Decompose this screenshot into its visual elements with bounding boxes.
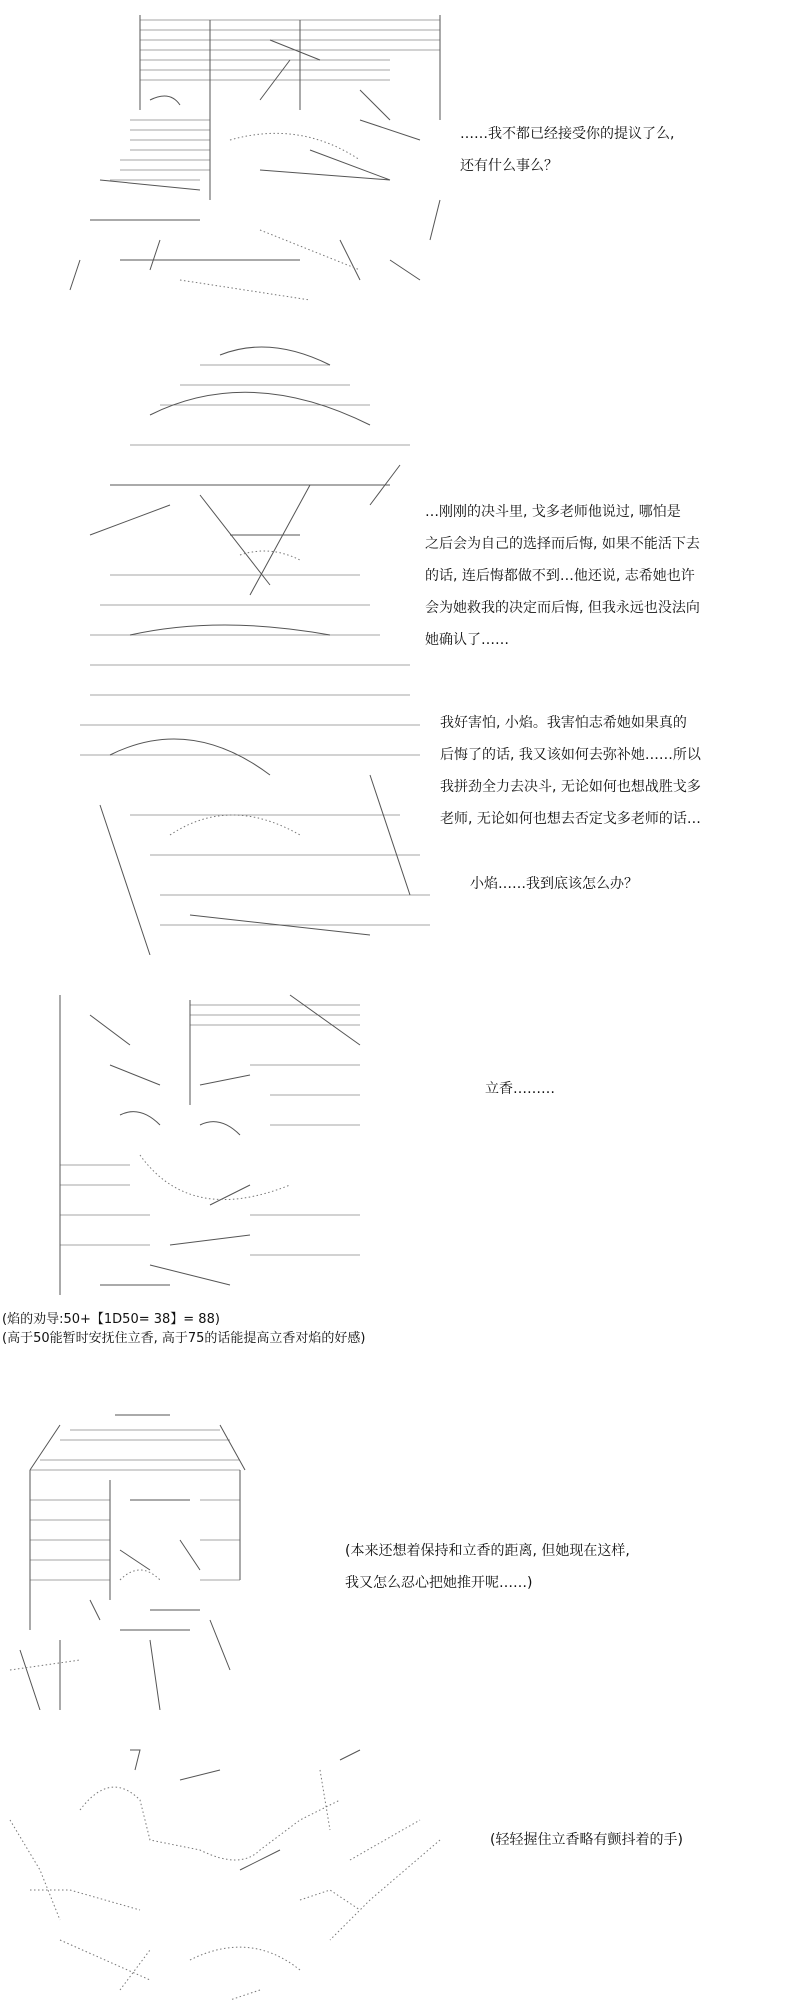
ascii-art-hands xyxy=(0,1740,470,2000)
dialog-panel-2-block-3 xyxy=(470,868,638,900)
dialog-line: 我拼劲全力去决斗, 无论如何也想战胜戈多 xyxy=(440,779,701,795)
panel-3 xyxy=(0,980,800,1380)
ascii-art-figure-3 xyxy=(50,985,370,1305)
panel-5 xyxy=(0,1740,800,2000)
dialog-line: …刚刚的决斗里, 戈多老师他说过, 哪怕是 xyxy=(425,504,681,520)
dialog-line: 之后会为自己的选择而后悔, 如果不能活下去 xyxy=(425,536,700,552)
dialog-line: 的话, 连后悔都做不到…他还说, 志希她也许 xyxy=(425,568,695,584)
ascii-art-figure-2 xyxy=(70,335,430,955)
dialog-line: 还有什么事么？ xyxy=(460,158,558,174)
dialog-line: 后悔了的话, 我又该如何去弥补她……所以 xyxy=(440,747,701,763)
dialog-panel-2-block-1 xyxy=(425,496,700,656)
dialog-line: (本来还想着保持和立香的距离, 但她现在这样, xyxy=(345,1543,630,1559)
dialog-panel-1 xyxy=(460,118,674,182)
dialog-panel-4 xyxy=(345,1535,630,1599)
dice-roll-note: (焰的劝导:50+【1D50= 38】= 88) xyxy=(2,1312,220,1327)
dialog-line: 立香……… xyxy=(485,1081,555,1097)
panel-2 xyxy=(0,330,800,960)
dialog-line: ……我不都已经接受你的提议了么, xyxy=(460,126,675,142)
panel-1 xyxy=(0,0,800,310)
dialog-line: (轻轻握住立香略有颤抖着的手) xyxy=(490,1832,683,1848)
dialog-panel-3 xyxy=(485,1073,555,1105)
dialog-panel-2-block-2 xyxy=(440,707,701,835)
dialog-line: 她确认了…… xyxy=(425,632,509,648)
dialog-line: 我好害怕, 小焰。我害怕志希她如果真的 xyxy=(440,715,687,731)
panel-4 xyxy=(0,1395,800,1725)
dialog-line: 老师, 无论如何也想去否定戈多老师的话… xyxy=(440,811,701,827)
dialog-panel-5 xyxy=(490,1824,683,1856)
ascii-art-figure-4 xyxy=(0,1400,260,1710)
ascii-art-figure-1 xyxy=(60,0,490,310)
dice-effect-note: (高于50能暂时安抚住立香, 高于75的话能提高立香对焰的好感) xyxy=(2,1331,366,1346)
dialog-line: 我又怎么忍心把她推开呢……) xyxy=(345,1575,533,1591)
dialog-line: 小焰……我到底该怎么办？ xyxy=(470,876,638,892)
dialog-line: 会为她救我的决定而后悔, 但我永远也没法向 xyxy=(425,600,700,616)
